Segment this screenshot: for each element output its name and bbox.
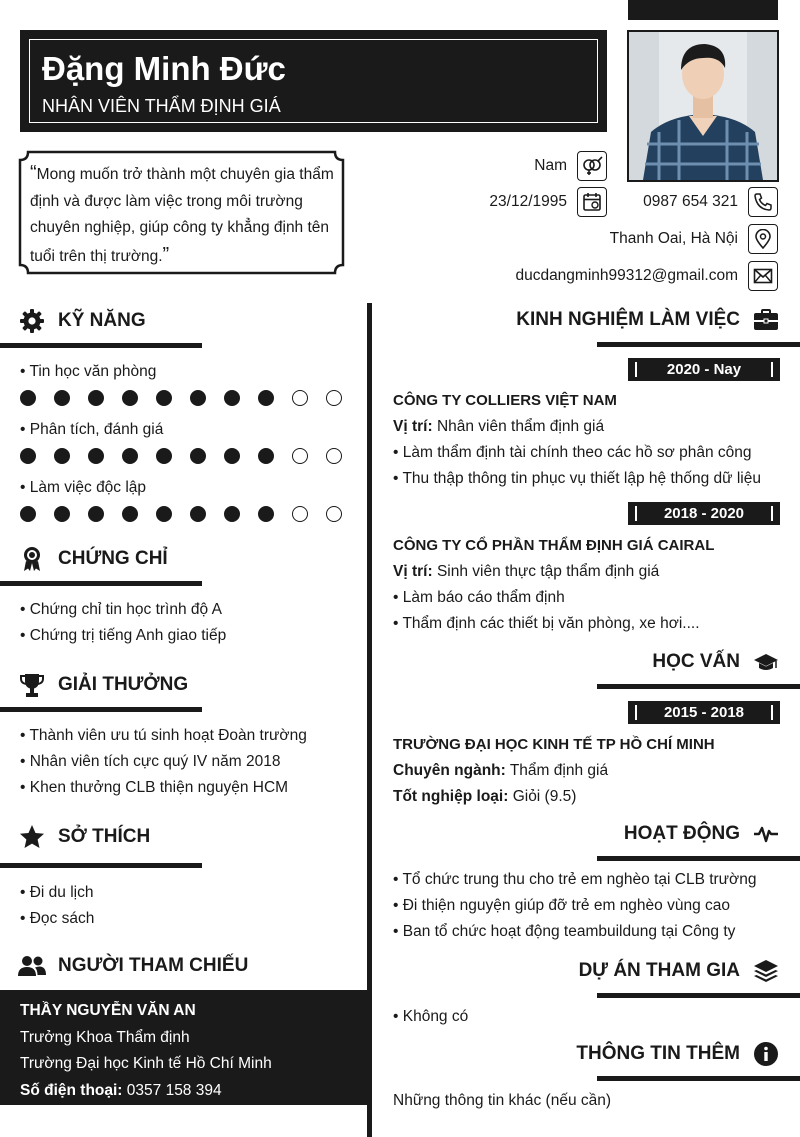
education-period-badge: 2015 - 2018	[628, 701, 780, 724]
education-school: TRƯỜNG ĐẠI HỌC KINH TẾ TP HỒ CHÍ MINH	[393, 736, 715, 753]
activities-heading	[624, 818, 780, 850]
rating-dot-filled	[190, 506, 206, 522]
address-row	[610, 223, 778, 255]
awards-rule	[0, 707, 202, 712]
job-position-row	[393, 414, 604, 440]
job-period-badge: 2020 - Nay	[628, 358, 780, 381]
rating-dot-filled	[258, 506, 274, 522]
skill-label: • Làm việc độc lập	[20, 475, 146, 501]
award-item: • Khen thưởng CLB thiện nguyện HCM	[20, 775, 288, 801]
rating-dot-filled	[20, 390, 36, 406]
reference-role: Trưởng Khoa Thẩm định	[20, 1028, 190, 1046]
job-title: NHÂN VIÊN THẨM ĐỊNH GIÁ	[42, 96, 281, 116]
rating-dot-filled	[88, 506, 104, 522]
hobbies-rule	[0, 863, 202, 868]
experience-heading	[516, 304, 780, 336]
rating-dot-empty	[292, 448, 308, 464]
skills-title: KỸ NĂNG	[58, 310, 146, 331]
briefcase-icon	[752, 306, 780, 334]
rating-dot-filled	[224, 448, 240, 464]
rating-dot-filled	[156, 448, 172, 464]
full-name: Đặng Minh Đức	[42, 50, 286, 87]
projects-heading	[579, 955, 780, 987]
job-position: Sinh viên thực tập thẩm định giá	[436, 563, 660, 580]
rating-dot-filled	[224, 390, 240, 406]
projects-title: DỰ ÁN THAM GIA	[578, 960, 740, 981]
rating-dot-filled	[190, 390, 206, 406]
certificates-heading	[18, 543, 168, 575]
job-position-label: Vị trí:	[393, 563, 433, 580]
rating-dot-filled	[122, 390, 138, 406]
education-rule	[597, 684, 800, 689]
skill-rating-2	[20, 506, 342, 522]
address-text: Thanh Oai, Hà Nội	[609, 230, 738, 247]
extra-info-heading	[576, 1038, 780, 1070]
activity-item: • Đi thiện nguyện giúp đỡ trẻ em nghèo vùng cao	[393, 893, 730, 919]
hobby-item: • Đọc sách	[20, 906, 94, 932]
project-item: • Không có	[393, 1004, 468, 1030]
education-major: Thẩm định giá	[509, 762, 609, 779]
experience-title: KINH NGHIỆM LÀM VIỆC	[516, 309, 740, 330]
info-icon	[752, 1040, 780, 1068]
extra-info-text: Những thông tin khác (nếu cần)	[393, 1092, 612, 1109]
rating-dot-empty	[326, 390, 342, 406]
education-grade: Giỏi (9.5)	[512, 788, 577, 805]
top-decor-bar	[628, 0, 778, 20]
users-icon	[18, 952, 46, 980]
objective-body: Mong muốn trở thành một chuyên gia thẩm định và được làm việc trong môi trường chuyên nghiệp, giúp công ty khẳng định tên tuổi trên thị trường.	[30, 166, 334, 265]
education-major-row	[393, 758, 608, 784]
extra-info-rule	[597, 1076, 800, 1081]
skill-label: • Tin học văn phòng	[20, 359, 156, 385]
rating-dot-filled	[88, 390, 104, 406]
certificate-item: • Chứng chỉ tin học trình độ A	[20, 597, 222, 623]
location-pin-icon	[748, 224, 778, 254]
skills-rule	[0, 343, 202, 348]
references-title: NGƯỜI THAM CHIẾU	[58, 955, 249, 976]
rating-dot-filled	[20, 506, 36, 522]
gender-row	[534, 150, 607, 182]
reference-phone-row	[20, 1078, 369, 1105]
rating-dot-empty	[326, 448, 342, 464]
award-item: • Thành viên ưu tú sinh hoạt Đoàn trường	[20, 723, 307, 749]
profile-photo	[627, 30, 779, 182]
education-grade-row	[393, 784, 576, 810]
job-task: • Thẩm định các thiết bị văn phòng, xe hơi....	[393, 611, 700, 637]
graduation-cap-icon	[752, 648, 780, 676]
rating-dot-filled	[156, 506, 172, 522]
reference-name: THẦY NGUYỄN VĂN AN	[20, 1002, 196, 1019]
hobbies-title: SỞ THÍCH	[58, 826, 151, 847]
skills-heading	[18, 305, 146, 337]
star-icon	[18, 823, 46, 851]
name-header-frame	[29, 39, 598, 123]
rating-dot-filled	[258, 390, 274, 406]
skill-label: • Phân tích, đánh giá	[20, 417, 163, 443]
gear-icon	[18, 307, 46, 335]
certificate-item: • Chứng trị tiếng Anh giao tiếp	[20, 623, 226, 649]
reference-phone-label: Số điện thoại:	[20, 1081, 123, 1099]
objective-text	[30, 160, 336, 270]
awards-title: GIẢI THƯỞNG	[58, 674, 189, 695]
rating-dot-filled	[54, 506, 70, 522]
rating-dot-filled	[258, 448, 274, 464]
certificates-rule	[0, 581, 202, 586]
skill-rating-1	[20, 448, 342, 464]
envelope-icon	[748, 261, 778, 291]
open-quote-mark: “	[30, 162, 37, 184]
gender-text: Nam	[534, 157, 567, 174]
reference-org: Trường Đại học Kinh tế Hồ Chí Minh	[20, 1055, 272, 1072]
calendar-icon	[577, 187, 607, 217]
job-task: • Thu thập thông tin phục vụ thiết lập hệ thống dữ liệu	[393, 466, 761, 492]
activities-title: HOẠT ĐỘNG	[623, 823, 740, 844]
email-row	[515, 260, 778, 292]
certificates-title: CHỨNG CHỈ	[58, 548, 168, 569]
rating-dot-filled	[54, 448, 70, 464]
rating-dot-filled	[122, 448, 138, 464]
rating-dot-empty	[326, 506, 342, 522]
activity-item: • Tổ chức trung thu cho trẻ em nghèo tại CLB trường	[393, 867, 756, 893]
references-heading	[18, 950, 248, 982]
job-position-row	[393, 559, 659, 585]
awards-heading	[18, 669, 188, 701]
rating-dot-filled	[20, 448, 36, 464]
email-text: ducdangminh99312@gmail.com	[515, 267, 738, 284]
activity-item: • Ban tổ chức hoạt động teambuildung tại Công ty	[393, 919, 735, 945]
job-task: • Làm báo cáo thẩm định	[393, 585, 565, 611]
education-title: HỌC VẤN	[652, 651, 740, 672]
rating-dot-filled	[224, 506, 240, 522]
experience-rule	[597, 342, 800, 347]
phone-icon	[748, 187, 778, 217]
gender-icon	[577, 151, 607, 181]
rating-dot-filled	[88, 448, 104, 464]
job-company: CÔNG TY CỔ PHẦN THẨM ĐỊNH GIÁ CAIRAL	[393, 537, 715, 554]
job-position-label: Vị trí:	[393, 418, 433, 435]
job-company: CÔNG TY COLLIERS VIỆT NAM	[393, 392, 617, 409]
trophy-icon	[18, 671, 46, 699]
award-item: • Nhân viên tích cực quý IV năm 2018	[20, 749, 281, 775]
rating-dot-filled	[156, 390, 172, 406]
job-period-badge: 2018 - 2020	[628, 502, 780, 525]
layers-icon	[752, 957, 780, 985]
hobbies-heading	[18, 821, 150, 853]
skill-rating-0	[20, 390, 342, 406]
person-portrait-icon	[629, 32, 777, 180]
rating-dot-filled	[122, 506, 138, 522]
activities-rule	[597, 856, 800, 861]
education-major-label: Chuyên ngành:	[393, 762, 506, 779]
rating-dot-empty	[292, 390, 308, 406]
job-position: Nhân viên thẩm định giá	[436, 418, 605, 435]
close-quote-mark: ”	[162, 243, 170, 266]
rating-dot-filled	[190, 448, 206, 464]
extra-info-title: THÔNG TIN THÊM	[576, 1043, 740, 1064]
rating-dot-filled	[54, 390, 70, 406]
birthday-row	[489, 186, 607, 218]
education-grade-label: Tốt nghiệp loại:	[393, 788, 509, 805]
education-heading	[652, 646, 780, 678]
phone-text: 0987 654 321	[643, 193, 738, 210]
hobby-item: • Đi du lịch	[20, 880, 93, 906]
name-header	[20, 30, 607, 132]
job-task: • Làm thẩm định tài chính theo các hồ sơ phân công	[393, 440, 752, 466]
phone-row	[643, 186, 778, 218]
birthday-text: 23/12/1995	[489, 193, 567, 210]
medal-icon	[18, 545, 46, 573]
rating-dot-empty	[292, 506, 308, 522]
pulse-icon	[752, 820, 780, 848]
reference-phone: 0357 158 394	[126, 1081, 222, 1099]
reference-card	[0, 990, 369, 1105]
projects-rule	[597, 993, 800, 998]
